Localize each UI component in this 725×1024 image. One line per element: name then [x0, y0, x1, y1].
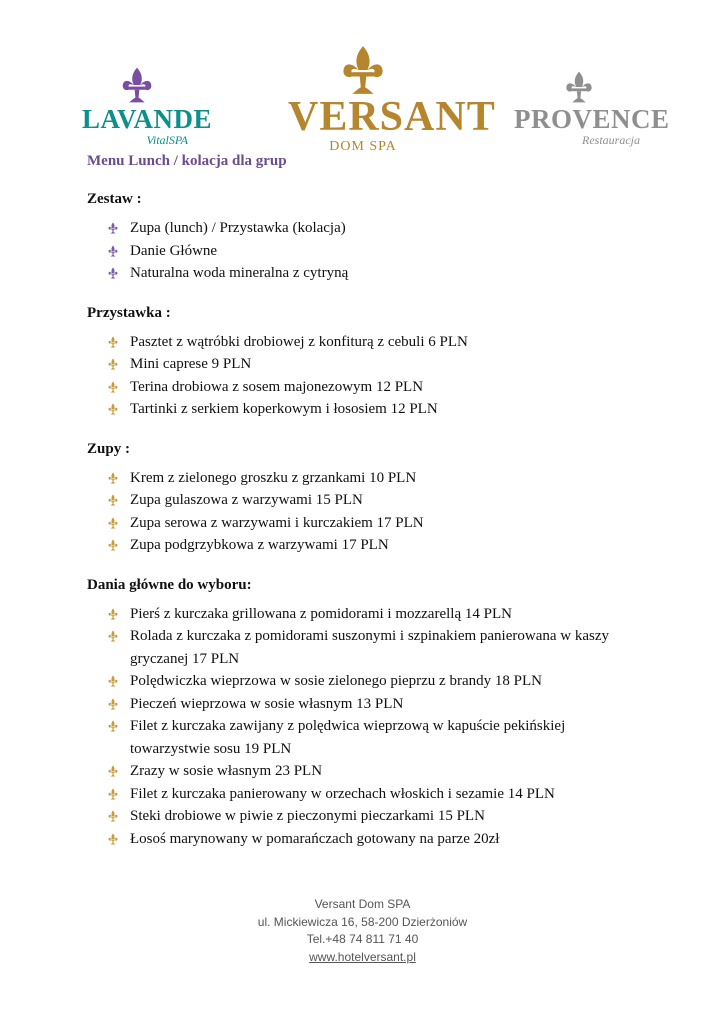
fleur-bullet-icon	[107, 608, 119, 620]
item-text: Rolada z kurczaka z pomidorami suszonymi i szpinakiem panierowana w kaszy gryczanej 17 PLN	[130, 628, 610, 667]
list-item	[87, 467, 647, 490]
fleur-bullet-icon	[107, 267, 119, 279]
item-text: Polędwiczka wieprzowa w sosie zielonego pieprzu z brandy 18 PLN	[130, 673, 542, 689]
section-heading: Dania główne do wyboru:	[87, 576, 252, 593]
list-item	[87, 693, 647, 716]
list-item	[87, 489, 647, 512]
section-heading: Zupy :	[87, 440, 130, 457]
fleur-bullet-icon	[107, 245, 119, 257]
fleur-bullet-icon	[107, 630, 119, 642]
item-list	[87, 331, 647, 421]
menu-title: Menu Lunch / kolacja dla grup	[87, 153, 287, 169]
item-text: Tartinki z serkiem koperkowym i łososiem 12 PLN	[130, 401, 438, 417]
provence-logo	[514, 70, 670, 147]
footer-name: Versant Dom SPA	[314, 897, 411, 911]
versant-logo	[288, 44, 496, 154]
fleur-bullet-icon	[107, 381, 119, 393]
header-logos	[0, 0, 725, 160]
fleur-de-lis-icon	[565, 70, 593, 104]
item-text: Łosoś marynowany w pomarańczach gotowany na parze 20zł	[130, 830, 500, 847]
provence-name: PROVENCE	[514, 104, 670, 134]
item-text: Naturalna woda mineralna z cytryną	[130, 265, 349, 281]
list-item	[87, 331, 647, 354]
versant-subtitle: DOM SPA	[329, 139, 397, 154]
fleur-bullet-icon	[107, 222, 119, 234]
section-heading: Zestaw :	[87, 191, 142, 207]
fleur-bullet-icon	[107, 788, 119, 800]
item-list	[87, 603, 647, 851]
fleur-bullet-icon	[107, 472, 119, 484]
list-item	[87, 262, 647, 285]
item-text: Steki drobiowe w piwie z pieczonymi pieczarkami 15 PLN	[130, 808, 485, 824]
fleur-bullet-icon	[107, 675, 119, 687]
versant-name: VERSANT	[288, 94, 496, 140]
item-text: Pasztet z wątróbki drobiowej z konfiturą z cebuli 6 PLN	[130, 333, 468, 350]
item-text: Danie Główne	[130, 242, 218, 259]
item-text: Pierś z kurczaka grillowana z pomidorami i mozzarellą 14 PLN	[130, 605, 512, 622]
item-list	[87, 217, 647, 285]
fleur-bullet-icon	[107, 698, 119, 710]
fleur-bullet-icon	[107, 358, 119, 370]
list-item	[87, 398, 647, 421]
item-text: Zupa podgrzybkowa z warzywami 17 PLN	[130, 537, 389, 553]
footer-website-link[interactable]: www.hotelversant.pl	[309, 949, 416, 964]
section-zupy	[87, 431, 647, 557]
list-item	[87, 783, 647, 806]
fleur-bullet-icon	[107, 403, 119, 415]
fleur-bullet-icon	[107, 336, 119, 348]
item-list	[87, 467, 647, 557]
item-text: Zupa gulaszowa z warzywami 15 PLN	[130, 492, 363, 508]
list-item	[87, 625, 647, 670]
item-text: Pieczeń wieprzowa w sosie własnym 13 PLN	[130, 695, 404, 712]
fleur-bullet-icon	[107, 720, 119, 732]
fleur-bullet-icon	[107, 833, 119, 845]
list-item	[87, 603, 647, 626]
list-item	[87, 353, 647, 376]
item-text: Filet z kurczaka zawijany z polędwica wieprzową w kapuście pekińskiej towarzystwie sosu 19 PLN	[130, 718, 566, 757]
list-item	[87, 715, 647, 760]
list-item	[87, 217, 647, 240]
list-item	[87, 512, 647, 535]
item-text: Zrazy w sosie własnym 23 PLN	[130, 763, 323, 779]
list-item	[87, 828, 647, 851]
fleur-bullet-icon	[107, 765, 119, 777]
item-text: Zupa serowa z warzywami i kurczakiem 17 PLN	[130, 514, 424, 531]
lavande-logo	[82, 66, 213, 147]
fleur-de-lis-icon	[121, 66, 153, 104]
item-text: Krem z zielonego groszku z grzankami 10 PLN	[130, 469, 417, 486]
item-text: Filet z kurczaka panierowany w orzechach włoskich i sezamie 14 PLN	[130, 785, 555, 802]
section-przystawka	[87, 295, 647, 421]
item-text: Terina drobiowa z sosem majonezowym 12 PLN	[130, 378, 424, 395]
fleur-de-lis-icon	[341, 44, 385, 96]
fleur-bullet-icon	[107, 494, 119, 506]
list-item	[87, 805, 647, 828]
fleur-bullet-icon	[107, 517, 119, 529]
lavande-subtitle: VitalSPA	[146, 133, 188, 147]
list-item	[87, 670, 647, 693]
provence-subtitle: Restauracja	[582, 133, 640, 147]
lavande-name: LAVANDE	[82, 104, 213, 134]
footer	[0, 896, 725, 966]
footer-phone: Tel.+48 74 811 71 40	[306, 932, 419, 946]
section-dania-glowne	[87, 567, 647, 851]
list-item	[87, 760, 647, 783]
menu-content	[87, 181, 647, 860]
list-item	[87, 376, 647, 399]
list-item	[87, 534, 647, 557]
fleur-bullet-icon	[107, 810, 119, 822]
footer-address: ul. Mickiewicza 16, 58-200 Dzierżoniów	[257, 914, 468, 929]
item-text: Zupa (lunch) / Przystawka (kolacja)	[130, 220, 346, 236]
item-text: Mini caprese 9 PLN	[130, 356, 252, 372]
section-heading: Przystawka :	[87, 304, 171, 321]
section-zestaw	[87, 181, 647, 285]
list-item	[87, 240, 647, 263]
fleur-bullet-icon	[107, 539, 119, 551]
